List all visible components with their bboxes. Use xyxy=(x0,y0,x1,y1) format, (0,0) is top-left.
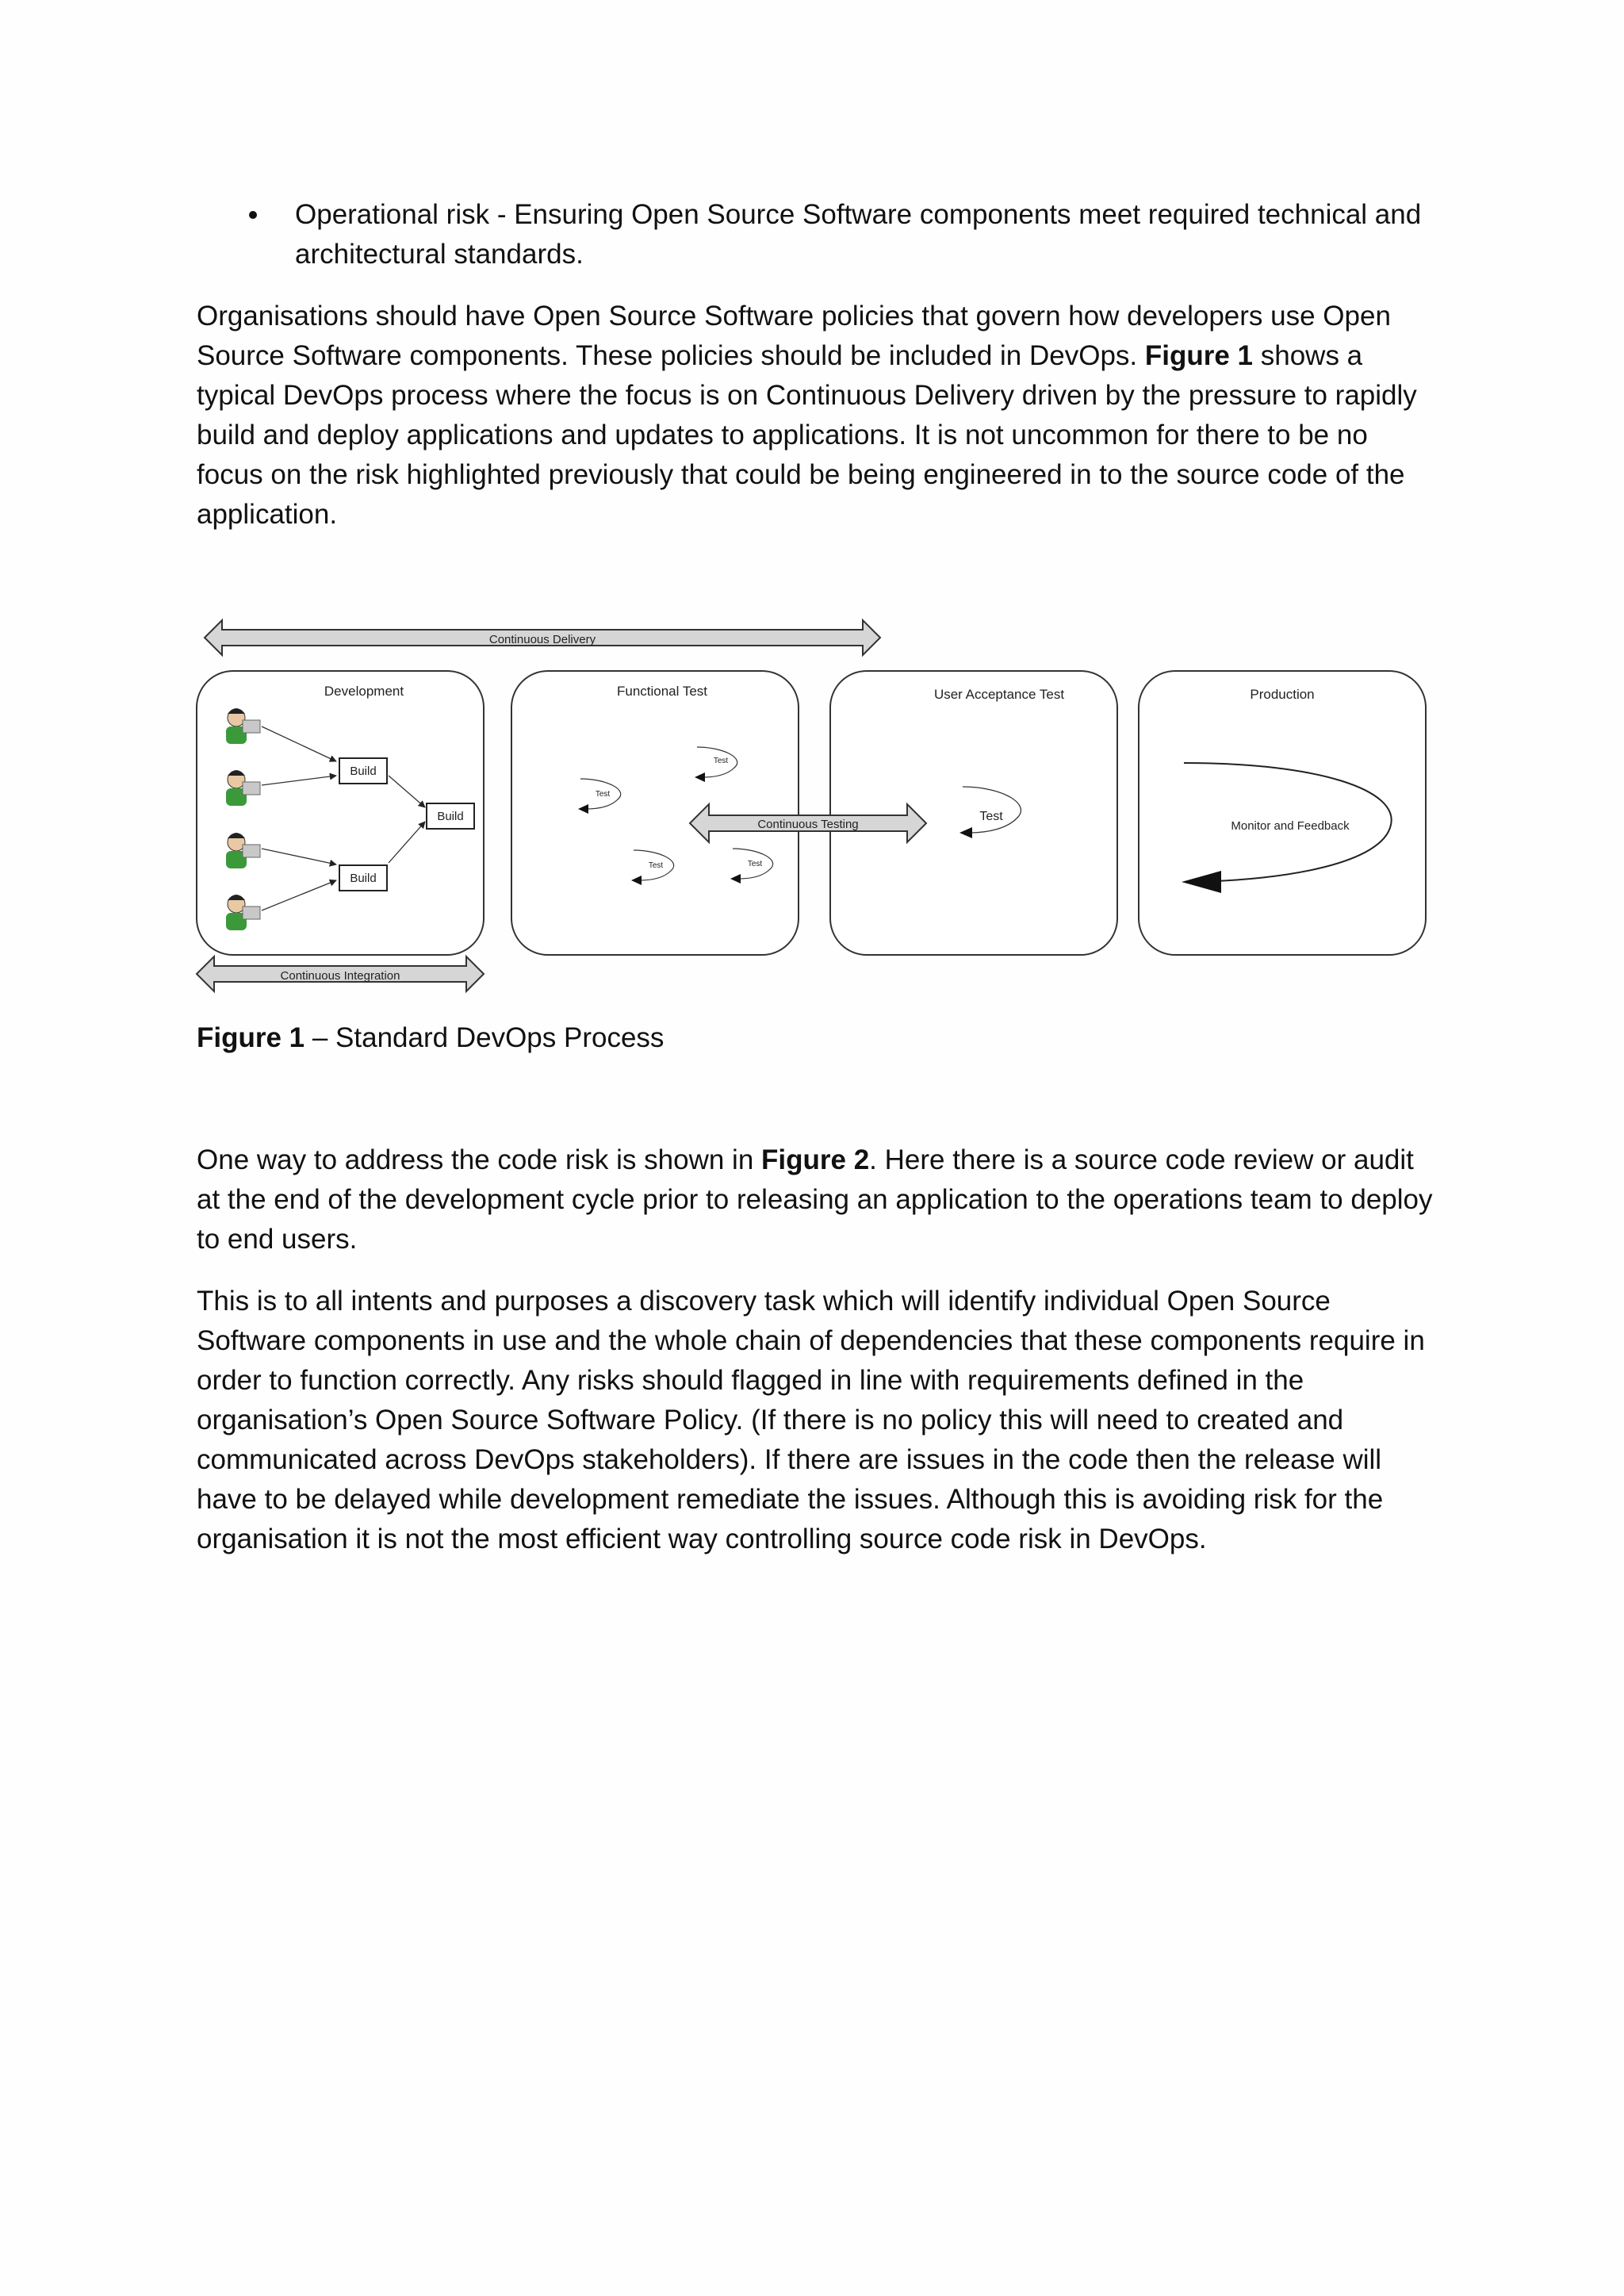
test-label: Test xyxy=(747,860,763,868)
figure2-reference: Figure 2 xyxy=(761,1144,870,1175)
paragraph2-part1: One way to address the code risk is shown in xyxy=(197,1144,762,1175)
build-label: Build xyxy=(350,765,377,778)
test-label: Test xyxy=(648,861,664,870)
continuous-testing-label: Continuous Testing xyxy=(757,818,859,831)
paragraph2-part2: . Here there is a source code review or audit at the end of the development cycle prior to releasing an application to the operations team to deploy to end users. xyxy=(197,1144,1433,1255)
build-box xyxy=(339,865,387,891)
continuous-integration-label: Continuous Integration xyxy=(280,969,400,983)
continuous-delivery-label: Continuous Delivery xyxy=(488,633,596,646)
continuous-integration-arrow xyxy=(197,956,484,991)
production-stage-box xyxy=(1139,671,1426,955)
paragraph1-part2: shows a typical DevOps process where the focus is on Continuous Delivery driven by the pressure to rapidly build and deploy applications and updates to applications. It is not uncommon for there to be no focus on the risk highlighted previously that could be being engineered in to the source code of the application. xyxy=(197,340,1417,530)
functional-test-stage-title: Functional Test xyxy=(616,684,708,699)
build-box xyxy=(427,803,474,829)
user-acceptance-stage-title: User Acceptance Test xyxy=(933,687,1065,702)
paragraph1-part1: Organisations should have Open Source Software policies that govern how developers use Open Source Software components. These policies should be included in DevOps. xyxy=(197,301,1391,371)
figure1-caption xyxy=(197,1018,1307,1058)
build-label: Build xyxy=(437,810,464,823)
production-stage-title: Production xyxy=(1250,687,1315,702)
test-label: Test xyxy=(595,790,611,799)
bullet-text: Operational risk - Ensuring Open Source Software components meet required technical and architectural standards. xyxy=(295,199,1422,270)
caption-text: – Standard DevOps Process xyxy=(304,1022,665,1053)
functional-test-stage-box xyxy=(511,671,799,955)
figure1-devops-diagram xyxy=(193,611,1438,999)
test-label: Test xyxy=(713,757,729,765)
paragraph-code-risk xyxy=(197,1140,1434,1259)
monitor-feedback-label: Monitor and Feedback xyxy=(1231,819,1350,833)
bullet-icon xyxy=(249,211,257,219)
caption-bold: Figure 1 xyxy=(197,1022,305,1053)
uat-test-label: Test xyxy=(979,810,1003,823)
paragraph-opensource-policies xyxy=(197,297,1434,535)
build-box xyxy=(339,758,387,784)
figure1-reference: Figure 1 xyxy=(1144,340,1254,371)
build-label: Build xyxy=(350,872,377,885)
user-acceptance-stage-box xyxy=(830,671,1117,955)
continuous-delivery-arrow xyxy=(205,620,880,655)
development-stage-title: Development xyxy=(324,684,404,699)
paragraph-discovery-task: This is to all intents and purposes a discovery task which will identify individual Open Source Software components in use and the whole chain of dependencies that these components require in order to function correctly. Any risks should flagged in line with requirements defined in the organisation’s Open Source Software Policy. (If there is no policy this will need to created and communicated across DevOps stakeholders). If there are issues in the code then the release will have to be delayed while development remediate the issues. Although this is avoiding risk for the organisation it is not the most efficient way controlling source code risk in DevOps. xyxy=(197,1286,1425,1554)
